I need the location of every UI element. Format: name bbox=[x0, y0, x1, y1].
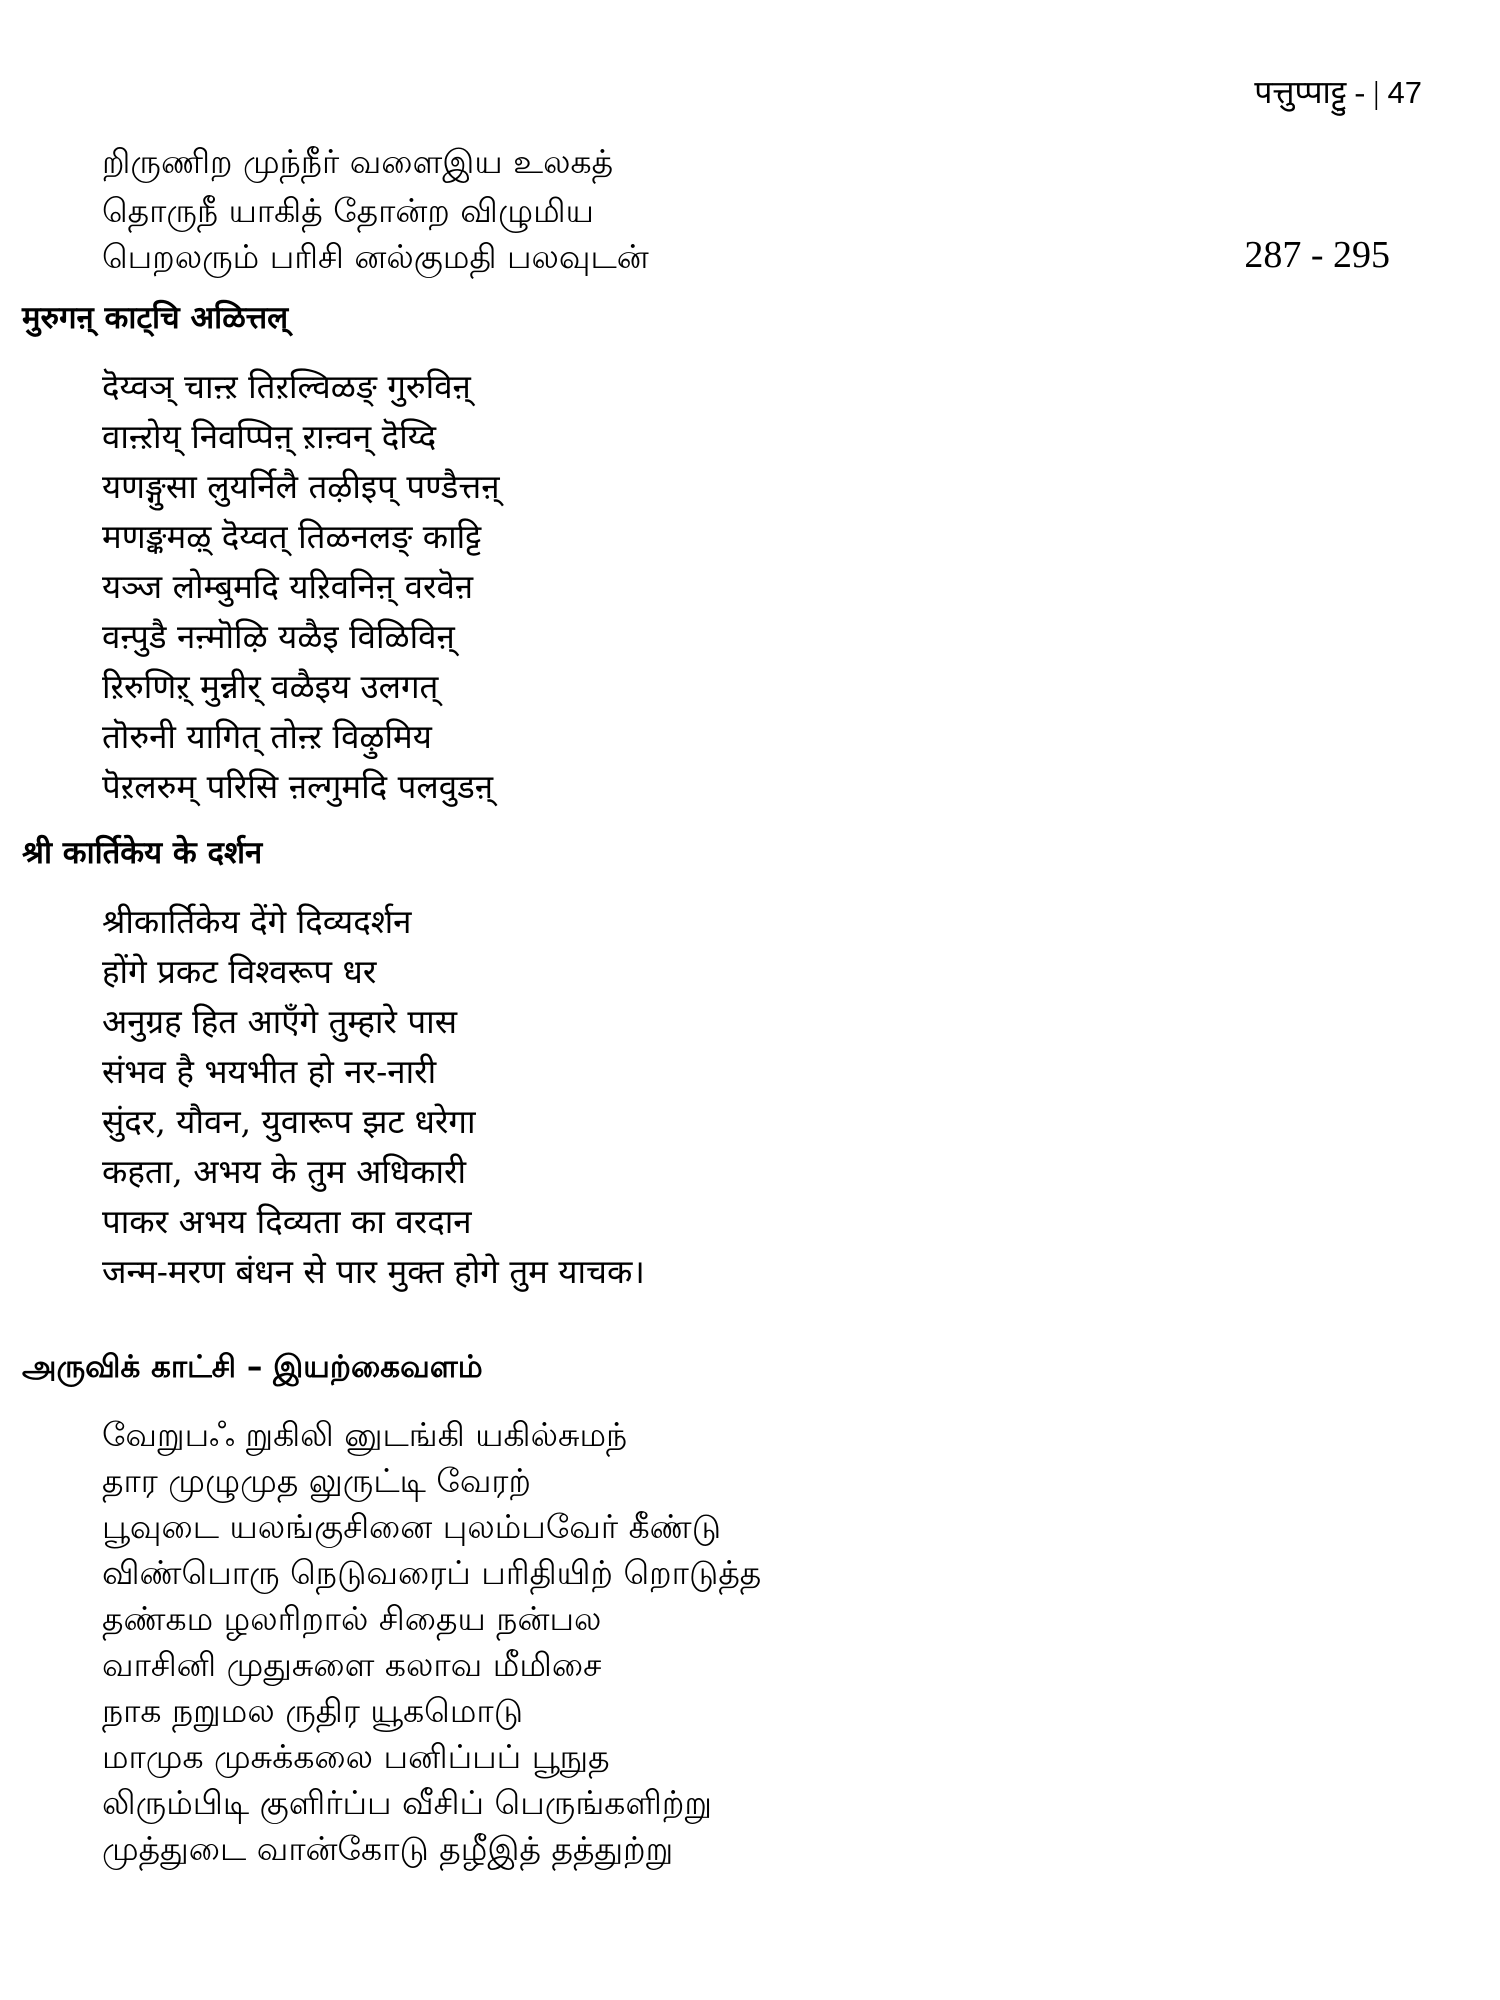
verse-line: पॆऱलरुम् परिसि ऩल्गुमदि पलवुडऩ् bbox=[102, 767, 494, 806]
section-heading: मुरुगऩ् काट्चि अळित्तल् bbox=[22, 300, 289, 336]
verse-line: कहता, अभय के तुम अधिकारी bbox=[102, 1152, 467, 1191]
verse-line: றிருணிற முந்நீர் வளைஇய உலகத் bbox=[102, 142, 614, 181]
verse-line: वऩ्पुडै नऩ्मॊऴि यळैइ विळिविऩ् bbox=[102, 617, 455, 656]
verse-line: वाऩ्ऱोय् निवप्पिऩ् ऱाऩ्वन् दॆय्दि bbox=[102, 417, 437, 456]
verse-line: லிரும்பிடி குளிர்ப்ப வீசிப் பெருங்களிற்று bbox=[102, 1783, 712, 1822]
verse-line: मणङ्कमऴ् दॆय्वत् तिळनलङ् काट्टि bbox=[102, 517, 482, 556]
line-number-reference: 287 - 295 bbox=[1244, 234, 1390, 276]
verse-line: सुंदर, यौवन, युवारूप झट धरेगा bbox=[102, 1102, 476, 1141]
verse-line: अनुग्रह हित आएँगे तुम्हारे पास bbox=[102, 1002, 457, 1041]
verse-line: दॆय्वञ् चाऩ्ऱ तिऱल्विळङ् गुरुविऩ् bbox=[102, 367, 471, 406]
verse-line: संभव है भयभीत हो नर-नारी bbox=[102, 1052, 437, 1091]
verse-line: தண்கம ழலரிறால் சிதைய நன்பல bbox=[102, 1599, 602, 1638]
verse-line: நாக நறுமல ருதிர யூகமொடு bbox=[102, 1691, 524, 1730]
verse-line: விண்பொரு நெடுவரைப் பரிதியிற் றொடுத்த bbox=[102, 1553, 762, 1592]
verse-line: तॊरुनी यागित् तोऩ्ऱ विऴुमिय bbox=[102, 717, 432, 756]
page-number: 47 bbox=[1387, 75, 1422, 110]
verse-line: जन्म-मरण बंधन से पार मुक्त होगे तुम याचक। bbox=[102, 1252, 645, 1291]
verse-line: முத்துடை வான்கோடு தழீஇத் தத்துற்று bbox=[102, 1829, 674, 1868]
verse-line: வாசினி முதுசுளை கலாவ மீமிசை bbox=[102, 1645, 602, 1684]
verse-line: यञ्ज लोम्बुमदि यऱिवनिऩ् वरवॆऩ bbox=[102, 567, 474, 606]
verse-line: यणङ्गुसा लुयर्निलै तऴीइप् पण्डैत्तऩ् bbox=[102, 467, 500, 506]
header-separator: | bbox=[1373, 74, 1380, 110]
verse-line: ऱिरुणिऱ् मुन्नीर् वळैइय उलगत् bbox=[102, 667, 439, 706]
verse-line: श्रीकार्तिकेय देंगे दिव्यदर्शन bbox=[102, 902, 412, 941]
running-title: पत्तुप्पाट्टु - bbox=[1254, 74, 1366, 110]
page-header bbox=[1254, 70, 1422, 113]
verse-line: பூவுடை யலங்குசினை புலம்பவேர் கீண்டு bbox=[102, 1507, 722, 1546]
section-heading: அருவிக் காட்சி – இயற்கைவளம் bbox=[22, 1349, 483, 1385]
section-heading: श्री कार्तिकेय के दर्शन bbox=[22, 835, 263, 871]
verse-line: தொருநீ யாகித் தோன்ற விழுமிய bbox=[102, 191, 594, 230]
verse-line: மாமுக முசுக்கலை பனிப்பப் பூநுத bbox=[102, 1737, 610, 1776]
verse-line: பெறலரும் பரிசி னல்குமதி பலவுடன் bbox=[102, 237, 649, 276]
verse-line: வேறுபஃ றுகிலி னுடங்கி யகில்சுமந் bbox=[102, 1415, 628, 1454]
verse-line: தார முழுமுத லுருட்டி வேரற் bbox=[102, 1461, 531, 1500]
verse-line: पाकर अभय दिव्यता का वरदान bbox=[102, 1202, 472, 1241]
verse-line: होंगे प्रकट विश्वरूप धर bbox=[102, 952, 377, 991]
